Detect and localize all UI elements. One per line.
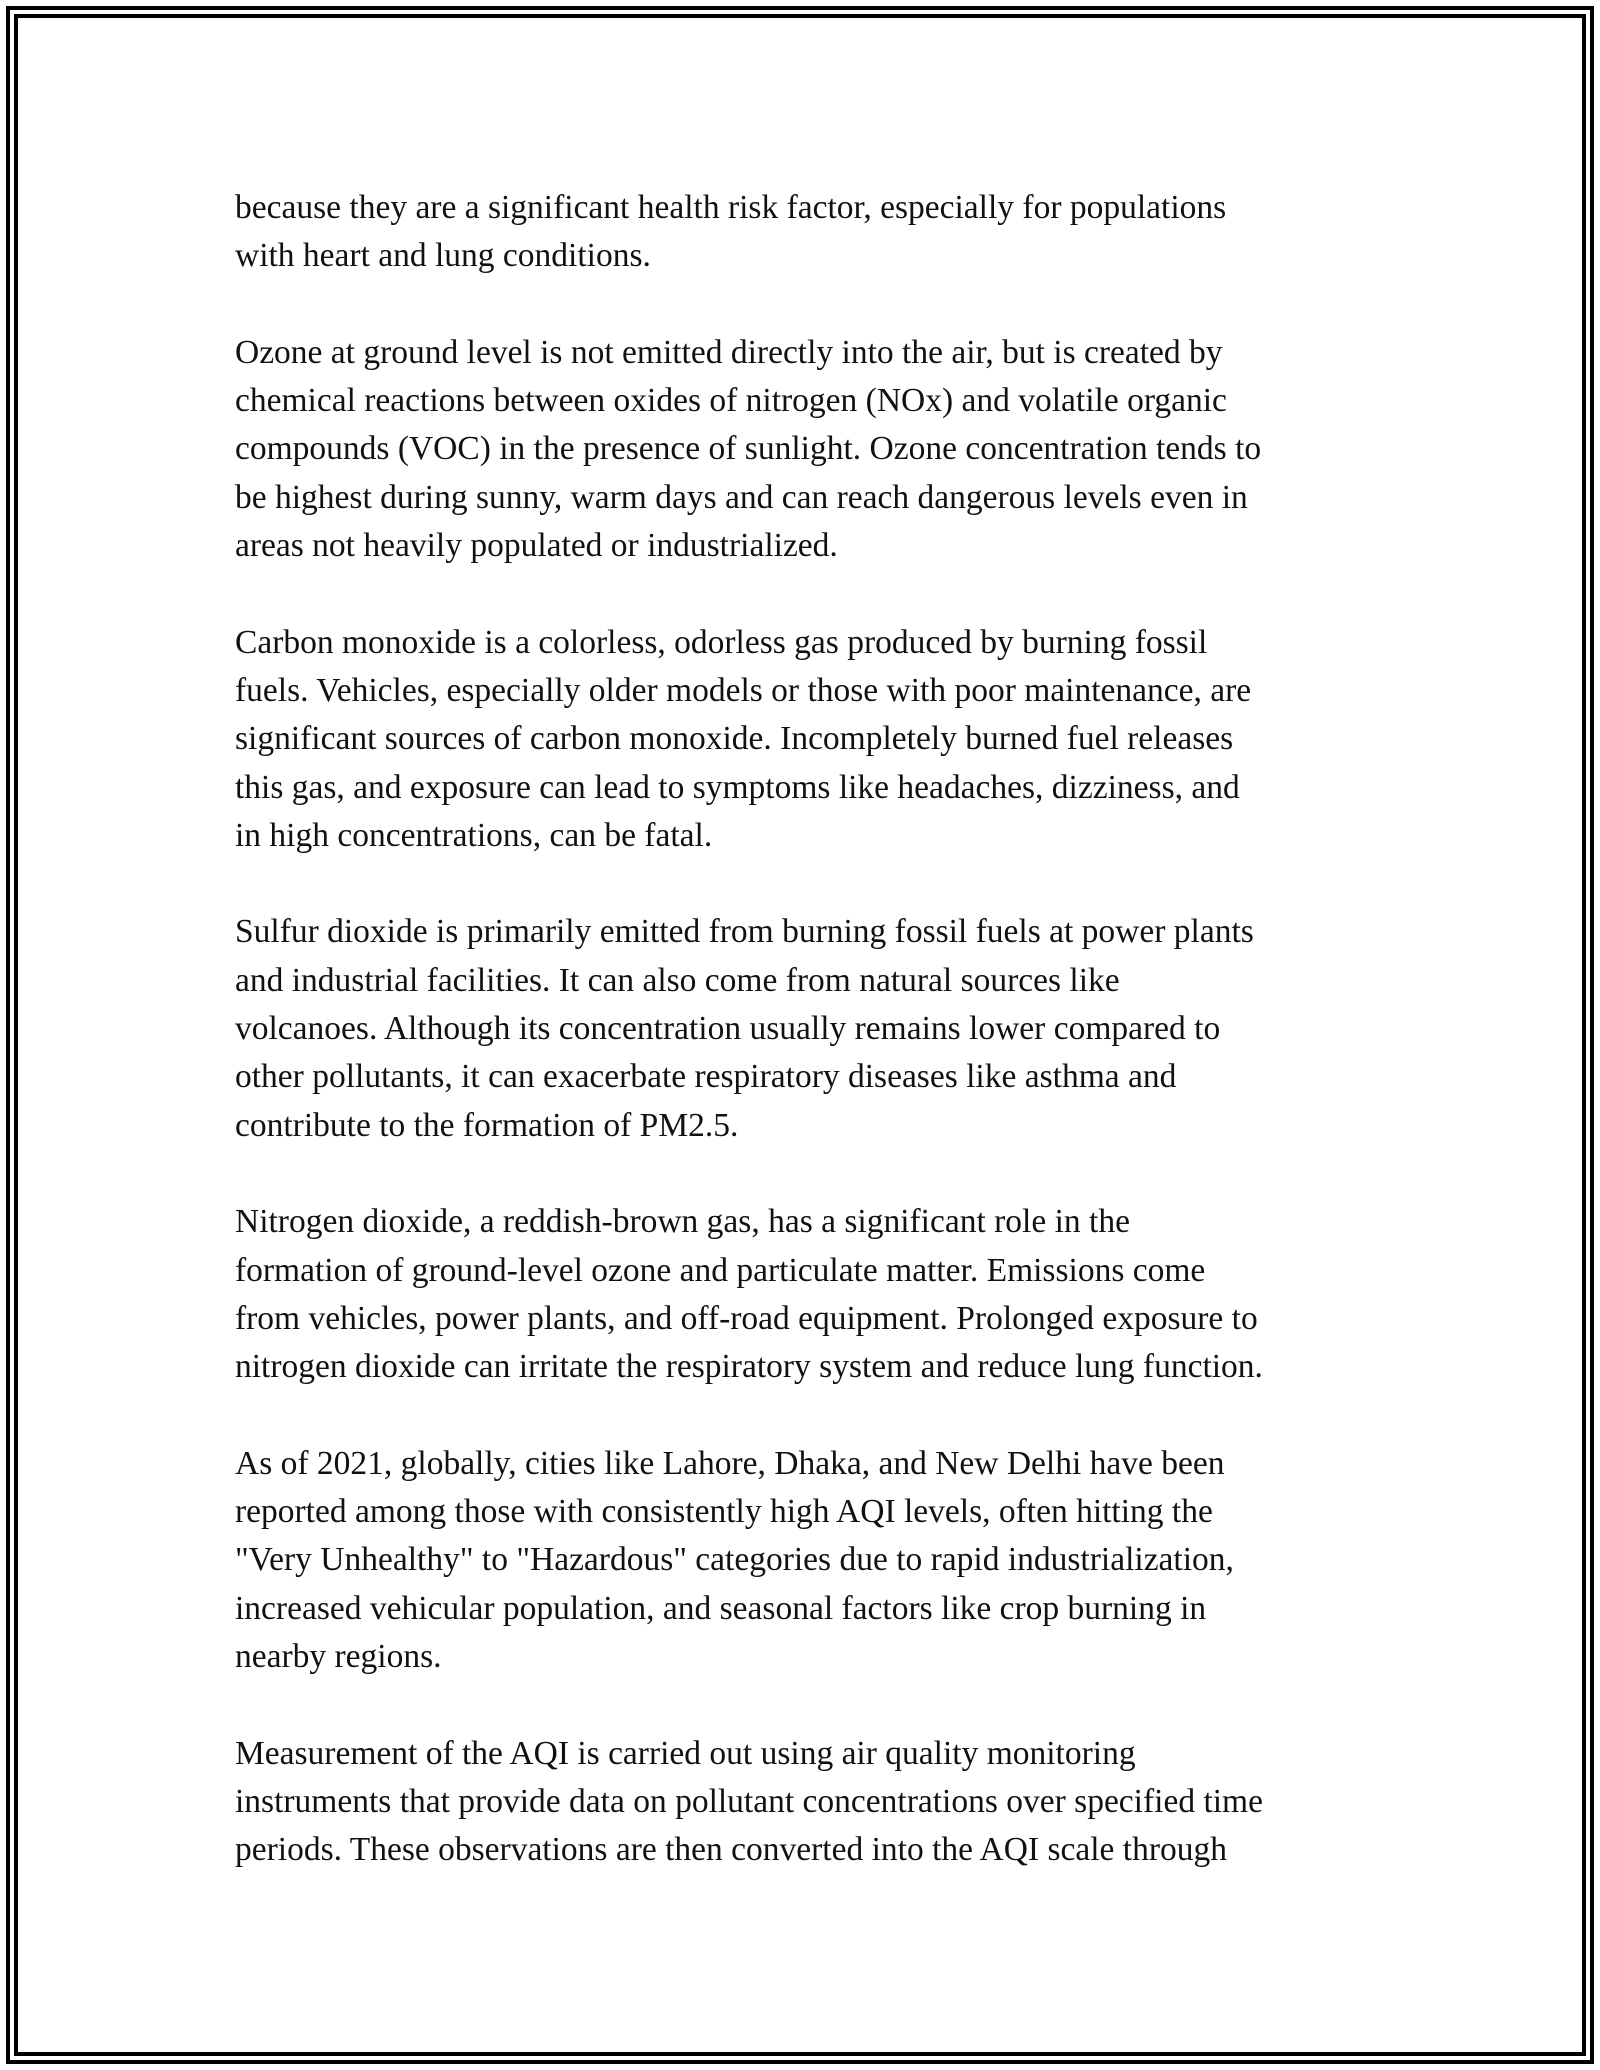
text-line: because they are a significant health risk factor, especially for populations [235,189,1227,226]
paragraph [235,1440,1375,1681]
text-line: increased vehicular population, and seasonal factors like crop burning in [235,1589,1207,1627]
text-line: other pollutants, it can exacerbate respiratory diseases like asthma and [235,1058,1177,1096]
text-line: Measurement of the AQI is carried out using air quality monitoring [235,1734,1136,1772]
text-line: instruments that provide data on pollutant concentrations over specified time [235,1782,1263,1820]
text-line: nitrogen dioxide can irritate the respiratory system and reduce lung function. [235,1348,1263,1386]
text-line: volcanoes. Although its concentration usually remains lower compared to [235,1010,1221,1048]
text-line: reported among those with consistently high AQI levels, often hitting the [235,1493,1213,1531]
paragraph [235,619,1375,860]
text-line: from vehicles, power plants, and off-road equipment. Prolonged exposure to [235,1299,1258,1337]
text-line: in high concentrations, can be fatal. [235,816,713,854]
text-line: this gas, and exposure can lead to symptoms like headaches, dizziness, and [235,768,1240,806]
paragraph [235,908,1375,1149]
text-line: periods. These observations are then converted into the AQI scale through [235,1831,1227,1869]
text-line: and industrial facilities. It can also come from natural sources like [235,961,1120,999]
text-line: contribute to the formation of PM2.5. [235,1106,739,1144]
text-line: formation of ground-level ozone and particulate matter. Emissions come [235,1251,1206,1289]
paragraph [235,329,1375,570]
text-line: Nitrogen dioxide, a reddish-brown gas, has a significant role in the [235,1203,1130,1241]
paragraph [235,1198,1375,1391]
text-line: areas not heavily populated or industrialized. [235,527,838,565]
text-line: Ozone at ground level is not emitted directly into the air, but is created by [235,333,1223,371]
text-line: compounds (VOC) in the presence of sunlight. Ozone concentration tends to [235,430,1262,468]
text-line: significant sources of carbon monoxide. Incompletely burned fuel releases [235,720,1234,758]
text-line: nearby regions. [235,1637,442,1675]
text-line: As of 2021, globally, cities like Lahore, Dhaka, and New Delhi have been [235,1444,1225,1482]
text-line: with heart and lung conditions. [235,237,651,275]
text-line: Sulfur dioxide is primarily emitted from burning fossil fuels at power plants [235,913,1254,951]
text-line: chemical reactions between oxides of nitrogen (NOx) and volatile organic [235,382,1227,420]
document-body [235,184,1375,1923]
text-line: fuels. Vehicles, especially older models or those with poor maintenance, are [235,671,1252,709]
paragraph [235,184,1375,281]
paragraph [235,1730,1375,1875]
text-line: "Very Unhealthy" to "Hazardous" categories due to rapid industrialization, [235,1541,1234,1579]
text-line: be highest during sunny, warm days and can reach dangerous levels even in [235,478,1248,516]
text-line: Carbon monoxide is a colorless, odorless gas produced by burning fossil [235,623,1208,661]
